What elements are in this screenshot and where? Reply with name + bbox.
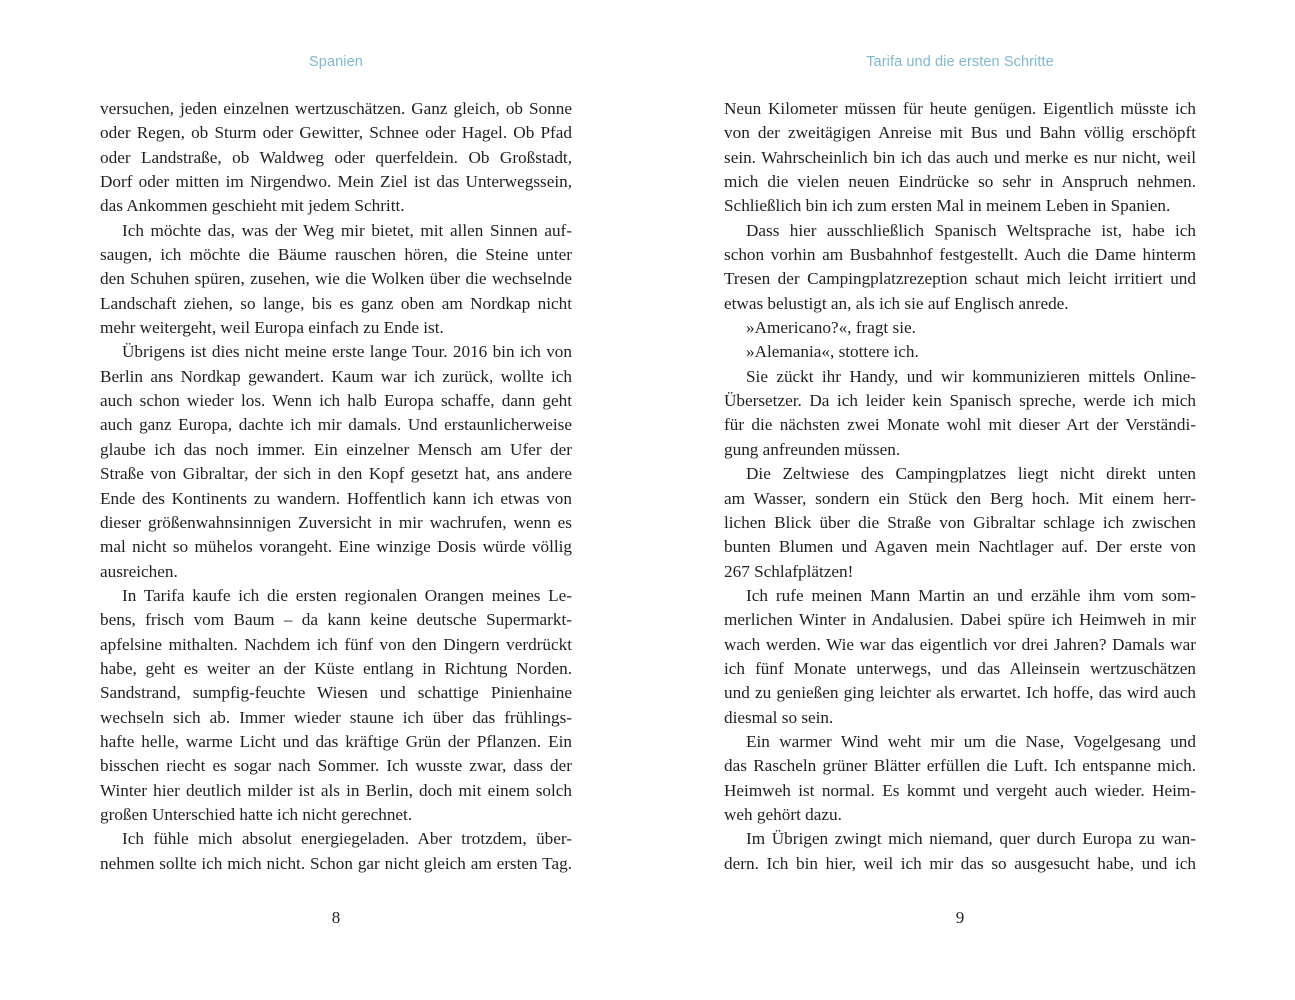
text-line: habe, geht es weiter an der Küste entlang in Richtung Norden. — [100, 658, 572, 678]
text-line: versuchen, jeden einzelnen wertzuschätzen. Ganz gleich, ob Sonne — [100, 99, 572, 118]
text-line: mehr weitergeht, weil Europa einfach zu Ende ist. — [100, 318, 444, 338]
text-line: lichen Blick über die Straße von Gibraltar schlage ich zwischen — [724, 512, 1196, 532]
text-line: auch schon wieder los. Wenn ich halb Europa schaffe, dann geht — [100, 391, 572, 411]
text-line: großen Unterschied hatte ich nicht gerechnet. — [100, 804, 413, 824]
running-head-right: Tarifa und die ersten Schritte — [866, 54, 1054, 70]
page-number-right: 9 — [955, 908, 965, 927]
text-line: mich die vielen neuen Eindrücke so sehr in Anspruch nehmen. — [724, 172, 1196, 192]
text-line: Winter hier deutlich milder ist als in Berlin, doch mit einem solch — [100, 780, 572, 800]
text-line: Übrigens ist dies nicht meine erste lange Tour. 2016 bin ich von — [122, 342, 572, 362]
running-head-left: Spanien — [309, 54, 363, 70]
text-line: Schließlich bin ich zum ersten Mal in meinem Leben in Spanien. — [724, 196, 1171, 216]
page-number-left: 8 — [331, 908, 341, 927]
text-line: merlichen Winter in Andalusien. Dabei spüre ich Heimweh in mir — [724, 610, 1196, 630]
text-line: von der zweitägigen Anreise mit Bus und Bahn völlig erschöpft — [724, 123, 1196, 143]
text-line: bens, frisch vom Baum – da kann keine deutsche Supermarkt- — [100, 610, 572, 630]
text-line: Neun Kilometer müssen für heute genügen. Eigentlich müsste ich — [724, 99, 1196, 118]
text-line: hafte helle, warme Licht und das kräftige Grün der Pflanzen. Ein — [100, 731, 572, 751]
text-line: Berlin ans Nordkap gewandert. Kaum war ich zurück, wollte ich — [100, 366, 572, 386]
text-line: Tresen der Campingplatzrezeption schaut mich leicht irritiert und — [724, 269, 1196, 289]
text-line: Ende des Kontinents zu wandern. Hoffentlich kann ich etwas von — [100, 488, 572, 508]
text-line: glaube ich das noch immer. Ein einzelner Mensch am Ufer der — [100, 439, 572, 459]
text-line: auch ganz Europa, dachte ich mir damals. Und erstaunlicherweise — [100, 415, 572, 435]
text-line: für die nächsten zwei Monate wohl mit dieser Art der Verständi- — [724, 415, 1196, 435]
text-line: schon vorhin am Busbahnhof festgestellt. Auch die Dame hinterm — [724, 245, 1196, 265]
text-line: »Americano?«, fragt sie. — [746, 318, 916, 338]
text-line: und zu genießen ging leichter als erwartet. Ich hoffe, das wird auch — [724, 683, 1196, 703]
text-line: weh gehört dazu. — [724, 804, 842, 824]
text-line: oder Landstraße, ob Waldweg oder querfeldein. Ob Großstadt, — [100, 147, 572, 167]
text-line: oder Regen, ob Sturm oder Gewitter, Schnee oder Hagel. Ob Pfad — [100, 123, 572, 143]
text-line: etwas belustigt an, als ich sie auf Englisch anrede. — [724, 293, 1069, 313]
text-line: In Tarifa kaufe ich die ersten regionalen Orangen meines Le- — [122, 585, 572, 605]
text-line: ausreichen. — [100, 561, 178, 581]
text-line: Ich rufe meinen Mann Martin an und erzähle ihm vom som- — [746, 585, 1196, 605]
text-line: am Wasser, sondern ein Stück den Berg hoch. Mit einem herr- — [724, 488, 1196, 508]
text-line: das Rascheln grüner Blätter erfüllen die Luft. Ich entspanne mich. — [724, 756, 1196, 776]
text-line: Dass hier ausschließlich Spanisch Weltsprache ist, habe ich — [746, 220, 1196, 240]
text-line: Übersetzer. Da ich leider kein Spanisch spreche, werde ich mich — [724, 391, 1196, 411]
text-line: nehmen sollte ich mich nicht. Schon gar nicht gleich am ersten Tag. — [100, 853, 572, 873]
text-line: den Schuhen spüren, zusehen, wie die Wolken über die wechselnde — [100, 269, 572, 289]
text-line: dern. Ich bin hier, weil ich mir das so ausgesucht habe, und ich — [724, 853, 1196, 873]
text-line: 267 Schlafplätzen! — [724, 561, 854, 581]
text-line: bisschen riecht es sogar nach Sommer. Ich wusste zwar, dass der — [100, 756, 572, 776]
text-line: Ich fühle mich absolut energiegeladen. Aber trotzdem, über- — [122, 829, 572, 849]
text-line: bunten Blumen und Agaven mein Nachtlager auf. Der erste von — [724, 537, 1196, 557]
text-line: gung anfreunden müssen. — [724, 439, 901, 459]
right-page — [724, 0, 1196, 1000]
left-page-body — [100, 97, 572, 876]
text-line: das Ankommen geschieht mit jedem Schritt. — [100, 196, 405, 216]
text-line: Heimweh ist normal. Es kommt und vergeht auch wieder. Heim- — [724, 780, 1196, 800]
text-line: wechseln sich ab. Immer wieder staune ich über das frühlings- — [100, 707, 572, 727]
text-line: dieser größenwahnsinnigen Zuversicht in mir wachrufen, wenn es — [100, 512, 572, 532]
text-line: ich fünf Monate unterwegs, und das Alleinsein wertzuschätzen — [724, 658, 1196, 678]
left-page — [100, 0, 572, 1000]
text-line: Ein warmer Wind weht mir um die Nase, Vogelgesang und — [746, 731, 1196, 751]
text-line: Die Zeltwiese des Campingplatzes liegt nicht direkt unten — [746, 464, 1196, 484]
text-line: Straße von Gibraltar, der sich in den Kopf gesetzt hat, ans andere — [100, 464, 572, 484]
text-line: Dorf oder mitten im Nirgendwo. Mein Ziel ist das Unterwegssein, — [100, 172, 572, 192]
text-line: »Alemania«, stottere ich. — [746, 342, 919, 362]
text-line: Landschaft ziehen, so lange, bis es ganz oben am Nordkap nicht — [100, 293, 572, 313]
text-line: Im Übrigen zwingt mich niemand, quer durch Europa zu wan- — [746, 829, 1196, 849]
text-line: wach werden. Wie war das eigentlich vor drei Jahren? Damals war — [724, 634, 1196, 654]
text-line: Ich möchte das, was der Weg mir bietet, mit allen Sinnen auf- — [122, 220, 572, 240]
text-line: Sie zückt ihr Handy, und wir kommunizieren mittels Online- — [746, 366, 1196, 386]
text-line: Sandstrand, sumpfig-feuchte Wiesen und schattige Pinienhaine — [100, 683, 572, 703]
right-page-body — [724, 97, 1196, 876]
text-line: sein. Wahrscheinlich bin ich das auch und merke es nur nicht, weil — [724, 147, 1196, 167]
text-line: saugen, ich möchte die Bäume rauschen hören, die Steine unter — [100, 245, 572, 265]
text-line: diesmal so sein. — [724, 707, 834, 727]
text-line: apfelsine mithalten. Nachdem ich fünf von den Dingern verdrückt — [100, 634, 572, 654]
text-line: mal nicht so mühelos vorangeht. Eine winzige Dosis würde völlig — [100, 537, 572, 557]
